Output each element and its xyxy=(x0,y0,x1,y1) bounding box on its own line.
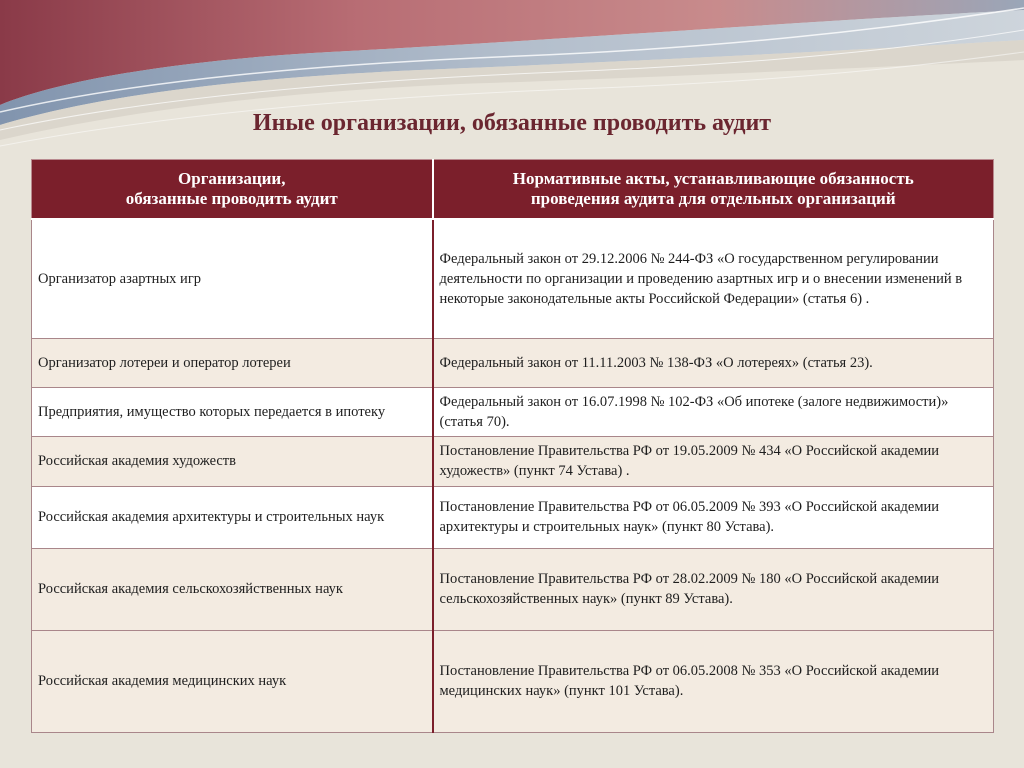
header-organizations-line2: обязанные проводить аудит xyxy=(125,188,338,208)
act-cell: Федеральный закон от 11.11.2003 № 138-ФЗ «О лотереях» (статья 23). xyxy=(433,339,994,388)
organization-cell: Организатор азартных игр xyxy=(32,219,433,339)
act-cell: Постановление Правительства РФ от 06.05.2008 № 353 «О Российской академии медицинских наук» (пункт 101 Устава). xyxy=(433,630,994,732)
table-header-row xyxy=(32,160,994,219)
act-cell: Федеральный закон от 16.07.1998 № 102-ФЗ «Об ипотеке (залоге недвижимости)» (статья 70). xyxy=(433,388,994,437)
table-row xyxy=(32,339,994,388)
organization-cell: Предприятия, имущество которых передается в ипотеку xyxy=(32,388,433,437)
organization-cell: Организатор лотереи и оператор лотереи xyxy=(32,339,433,388)
organization-cell: Российская академия сельскохозяйственных наук xyxy=(32,548,433,630)
header-organizations xyxy=(32,160,433,219)
table xyxy=(31,159,994,733)
header-normative-acts-line2: проведения аудита для отдельных организаций xyxy=(530,188,896,208)
slide-title: Иные организации, обязанные проводить аудит xyxy=(252,110,772,136)
table-row xyxy=(32,388,994,437)
organization-cell: Российская академия художеств xyxy=(32,437,433,486)
organization-cell: Российская академия медицинских наук xyxy=(32,630,433,732)
audit-organizations-table xyxy=(31,159,993,733)
header-organizations-line1: Организации, xyxy=(178,168,286,188)
table-row xyxy=(32,219,994,339)
act-cell: Постановление Правительства РФ от 28.02.2009 № 180 «О Российской академии сельскохозяйственных наук» (пункт 89 Устава). xyxy=(433,548,994,630)
table-row xyxy=(32,437,994,486)
organization-cell: Российская академия архитектуры и строительных наук xyxy=(32,486,433,548)
table-row xyxy=(32,630,994,732)
act-cell: Федеральный закон от 29.12.2006 № 244-ФЗ «О государственном регулировании деятельности по организации и проведению азартных игр и о внесении изменений в некоторые законодательные акты Российской Федерации» (статья 6) . xyxy=(433,219,994,339)
header-normative-acts xyxy=(433,160,994,219)
table-row xyxy=(32,486,994,548)
table-row xyxy=(32,548,994,630)
act-cell: Постановление Правительства РФ от 19.05.2009 № 434 «О Российской академии художеств» (пункт 74 Устава) . xyxy=(433,437,994,486)
header-normative-acts-line1: Нормативные акты, устанавливающие обязанность xyxy=(512,168,914,188)
act-cell: Постановление Правительства РФ от 06.05.2009 № 393 «О Российской академии архитектуры и строительных наук» (пункт 80 Устава). xyxy=(433,486,994,548)
